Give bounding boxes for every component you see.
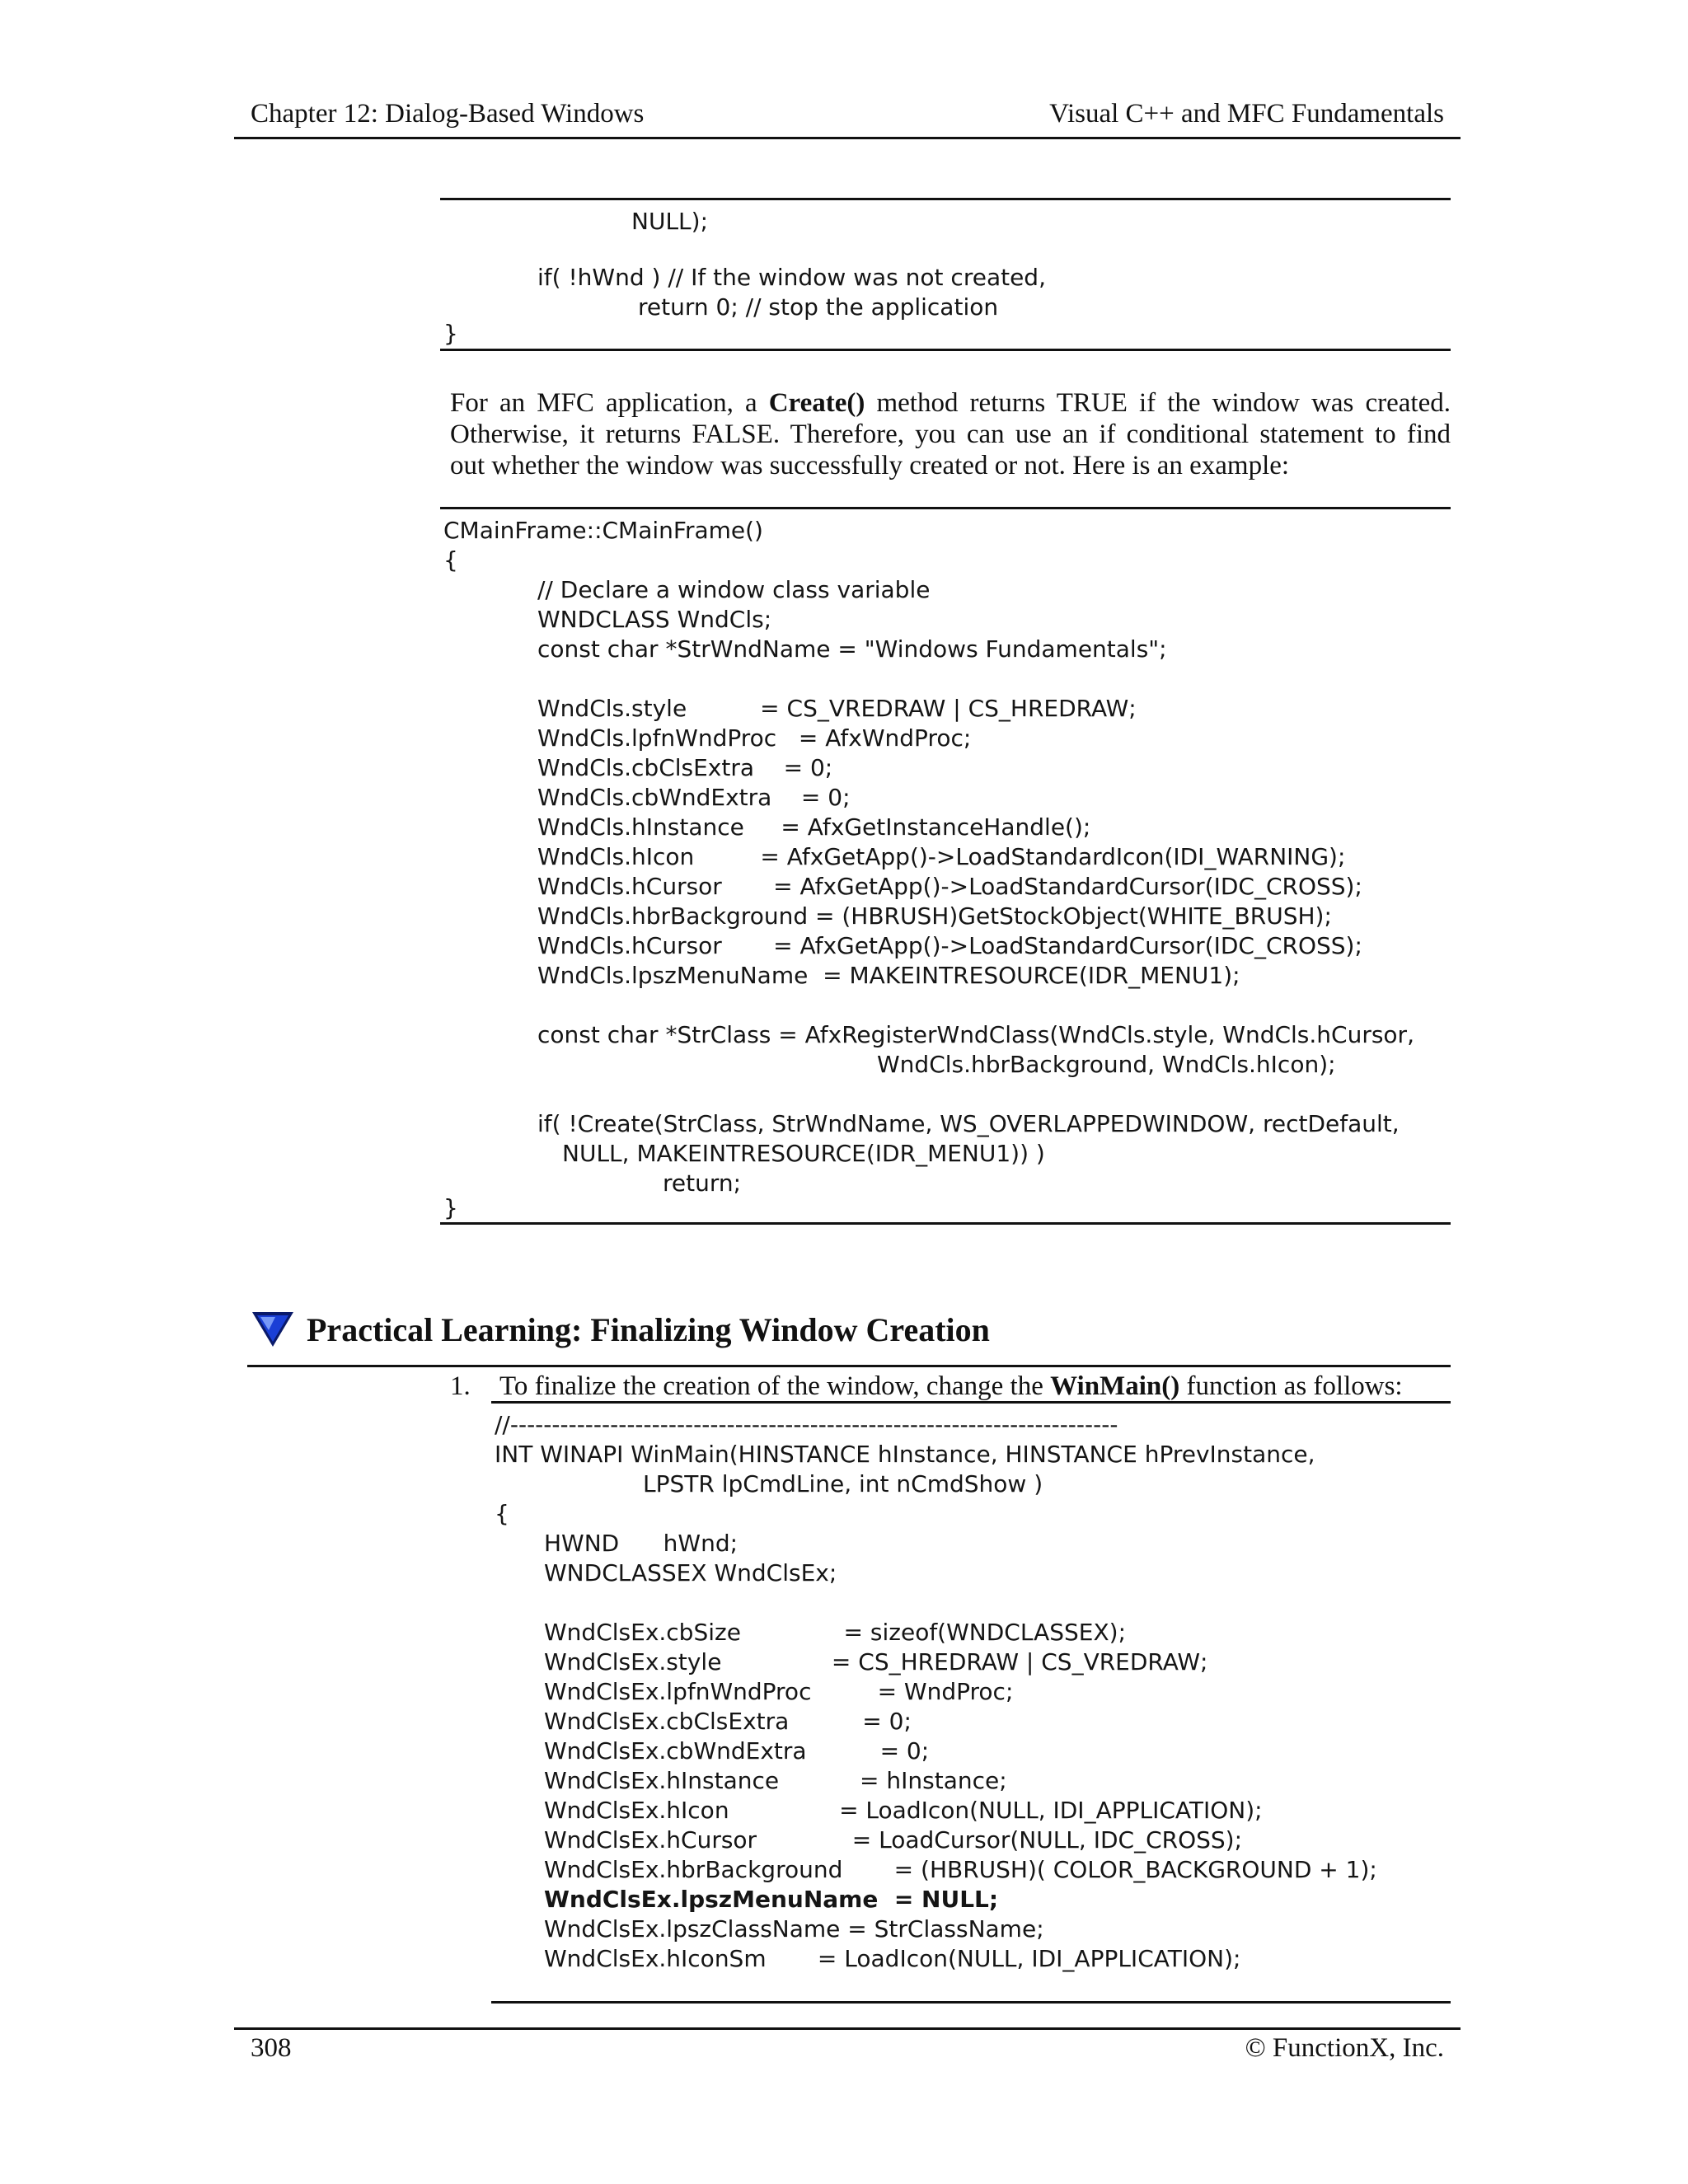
code-line: WndCls.lpfnWndProc = AfxWndProc;: [537, 724, 972, 752]
chapter-title: Chapter 12: Dialog-Based Windows: [251, 99, 645, 129]
triangle-down-icon: [251, 1309, 295, 1348]
code-block-1: [440, 198, 1451, 351]
code-line: if( !hWnd ) // If the window was not created,: [537, 264, 1046, 291]
code-line: return 0; // stop the application: [638, 293, 999, 321]
code-line: WndClsEx.hIconSm = LoadIcon(NULL, IDI_APPLICATION);: [544, 1945, 1241, 1972]
paragraph-line: For an MFC application, a Create() method returns TRUE if the window was created.: [450, 388, 1451, 418]
code-line: WndCls.hbrBackground, WndCls.hIcon);: [877, 1051, 1336, 1078]
code-line: // Declare a window class variable: [537, 576, 931, 603]
code-block-2: [440, 507, 1451, 1225]
code-line: const char *StrClass = AfxRegisterWndClass(WndCls.style, WndCls.hCursor,: [537, 1021, 1414, 1048]
code-line: WNDCLASSEX WndClsEx;: [544, 1559, 837, 1586]
code-line: WndClsEx.cbSize = sizeof(WNDCLASSEX);: [544, 1619, 1127, 1646]
code-line: WNDCLASS WndCls;: [537, 606, 772, 633]
code-line: NULL);: [631, 208, 708, 235]
code-line: if( !Create(StrClass, StrWndName, WS_OVERLAPPEDWINDOW, rectDefault,: [537, 1110, 1400, 1137]
code-line: WndCls.lpszMenuName = MAKEINTRESOURCE(IDR_MENU1);: [537, 962, 1240, 989]
code-line: WndCls.hInstance = AfxGetInstanceHandle();: [537, 813, 1091, 841]
body-paragraph: [450, 387, 1451, 481]
code-block-3: [491, 1401, 1451, 2004]
code-line: }: [443, 1194, 458, 1221]
code-line-highlighted: WndClsEx.lpszMenuName = NULL;: [544, 1886, 999, 1913]
paragraph-line: out whether the window was successfully created or not. Here is an example:: [450, 451, 1290, 480]
code-line: WndCls.cbClsExtra = 0;: [537, 754, 833, 781]
step-text: To finalize the creation of the window, change the WinMain() function as follows:: [499, 1371, 1403, 1401]
code-line: return;: [663, 1169, 742, 1197]
code-line: WndClsEx.lpfnWndProc = WndProc;: [544, 1678, 1014, 1705]
code-line: HWND hWnd;: [544, 1530, 738, 1557]
code-line: WndClsEx.lpszClassName = StrClassName;: [544, 1915, 1044, 1943]
step-number: 1.: [450, 1371, 471, 1401]
paragraph-line: Otherwise, it returns FALSE. Therefore, you can use an if conditional statement to find: [450, 419, 1451, 449]
book-title: Visual C++ and MFC Fundamentals: [1049, 99, 1444, 129]
code-line: WndCls.cbWndExtra = 0;: [537, 784, 851, 811]
code-line: WndClsEx.hInstance = hInstance;: [544, 1767, 1007, 1794]
code-line: {: [495, 1500, 509, 1527]
code-line: WndCls.hCursor = AfxGetApp()->LoadStandardCursor(IDC_CROSS);: [537, 932, 1362, 959]
code-line: WndCls.style = CS_VREDRAW | CS_HREDRAW;: [537, 695, 1137, 722]
code-line: }: [443, 320, 458, 347]
page-footer: [234, 2027, 1461, 2071]
code-line: WndClsEx.hIcon = LoadIcon(NULL, IDI_APPLICATION);: [544, 1797, 1263, 1824]
code-line: WndCls.hIcon = AfxGetApp()->LoadStandardIcon(IDI_WARNING);: [537, 843, 1346, 870]
code-line: LPSTR lpCmdLine, int nCmdShow ): [643, 1470, 1043, 1497]
code-line: NULL, MAKEINTRESOURCE(IDR_MENU1)) ): [562, 1140, 1045, 1167]
code-line: WndClsEx.hbrBackground = (HBRUSH)( COLOR_BACKGROUND + 1);: [544, 1856, 1377, 1883]
section-heading: [247, 1302, 1451, 1367]
code-line: const char *StrWndName = "Windows Fundamentals";: [537, 635, 1167, 663]
copyright: © FunctionX, Inc.: [1245, 2033, 1444, 2063]
code-line: WndClsEx.hCursor = LoadCursor(NULL, IDC_CROSS);: [544, 1826, 1243, 1854]
code-line: WndCls.hCursor = AfxGetApp()->LoadStandardCursor(IDC_CROSS);: [537, 873, 1362, 900]
code-line: WndCls.hbrBackground = (HBRUSH)GetStockObject(WHITE_BRUSH);: [537, 902, 1332, 930]
page-header: [234, 99, 1461, 139]
code-line: //-------------------------------------------------------------------------: [495, 1411, 1118, 1438]
code-line: {: [443, 546, 458, 574]
page-number: 308: [251, 2033, 292, 2063]
code-line: INT WINAPI WinMain(HINSTANCE hInstance, HINSTANCE hPrevInstance,: [495, 1441, 1315, 1468]
code-line: CMainFrame::CMainFrame(): [443, 517, 763, 544]
code-line: WndClsEx.cbClsExtra = 0;: [544, 1708, 912, 1735]
code-line: WndClsEx.style = CS_HREDRAW | CS_VREDRAW;: [544, 1648, 1208, 1675]
code-line: WndClsEx.cbWndExtra = 0;: [544, 1737, 930, 1765]
section-title: Practical Learning: Finalizing Window Creation: [307, 1311, 990, 1348]
